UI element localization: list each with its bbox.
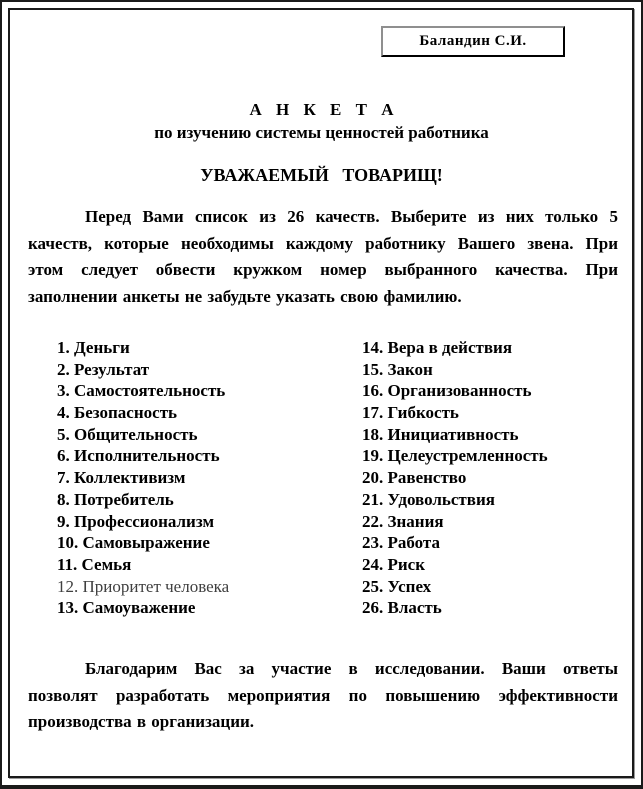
closing-paragraph [28, 656, 618, 736]
list-item-muted: 12. Приоритет человека [57, 576, 230, 596]
list-item: 25. Успех [362, 576, 432, 596]
list-item: 3. Самостоятельность [57, 381, 226, 401]
intro-line: этом следует обвести кружком номер выбранного качества. При [28, 260, 618, 279]
list-item: 19. Целеустремленность [362, 446, 548, 466]
list-item: 22. Знания [362, 511, 444, 531]
list-item: 24. Риск [362, 554, 426, 574]
list-item: 13. Самоуважение [57, 598, 196, 618]
intro-paragraph [28, 204, 618, 310]
author-name-box [381, 26, 565, 57]
list-item: 1. Деньги [57, 338, 130, 357]
list-item: 16. Организованность [362, 381, 532, 401]
list-item: 21. Удовольствия [362, 489, 495, 509]
list-item: 5. Общительность [57, 424, 198, 444]
qualities-list-right [362, 337, 622, 619]
intro-line: заполнении анкеты не забудьте указать свою фамилию. [28, 286, 462, 306]
intro-line: Перед Вами список из 26 качеств. Выберите из них только 5 [85, 207, 618, 226]
closing-line: производства в организации. [28, 712, 255, 731]
list-item: 20. Равенство [362, 468, 467, 488]
page-title: А Н К Е Т А [249, 100, 394, 119]
list-item: 2. Результат [57, 359, 150, 379]
list-item: 18. Инициативность [362, 424, 519, 444]
list-item: 8. Потребитель [57, 489, 174, 509]
greeting-heading: УВАЖАЕМЫЙ ТОВАРИЩ! [200, 165, 443, 185]
list-item: 6. Исполнительность [57, 446, 220, 466]
closing-line: Благодарим Вас за участие в исследовании. Ваши ответы [85, 659, 618, 678]
list-item: 11. Семья [57, 554, 132, 574]
qualities-list-left [57, 337, 347, 619]
intro-line: качеств, которые необходимы каждому работнику Вашего звена. При [28, 233, 618, 253]
list-item: 17. Гибкость [362, 403, 459, 423]
list-item: 10. Самовыражение [57, 533, 210, 553]
author-name-label: Баландин С.И. [419, 33, 527, 49]
list-item: 26. Власть [362, 598, 442, 618]
list-item: 9. Профессионализм [57, 511, 215, 531]
list-item: 14. Вера в действия [362, 338, 513, 357]
list-item: 15. Закон [362, 359, 433, 379]
list-item: 23. Работа [362, 533, 440, 553]
list-item: 4. Безопасность [57, 403, 178, 423]
list-item: 7. Коллективизм [57, 468, 186, 488]
page-subtitle: по изучению системы ценностей работника [154, 123, 489, 142]
closing-line: позволят разработать мероприятия по повышению эффективности [28, 685, 618, 705]
